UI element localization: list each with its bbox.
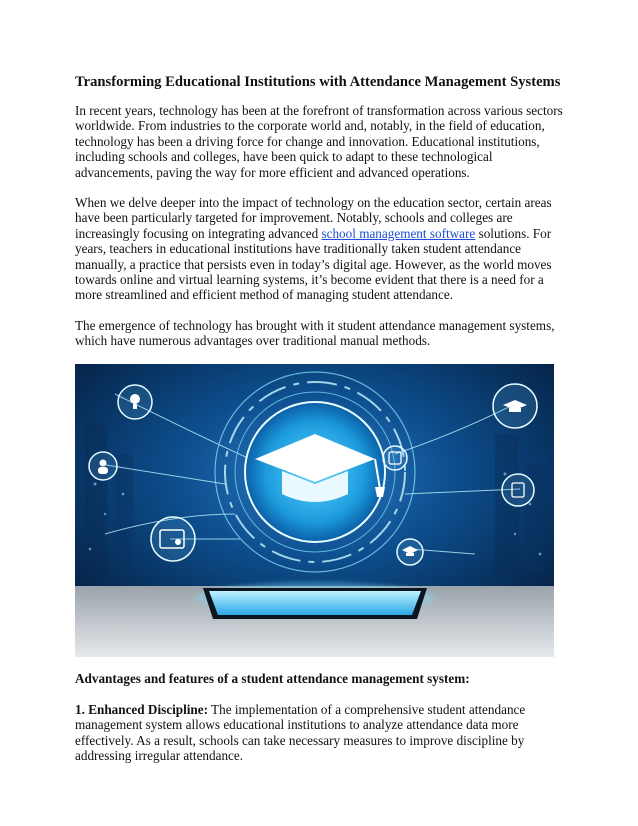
document-page [75, 73, 563, 778]
point-1-label: 1. Enhanced Discipline: [75, 701, 208, 717]
paragraph-impact-text-2: solutions. For years, teachers in educational institutions have traditionally taken student attendance manually, a practice that persists even in today’s digital age. However, as the world moves towards online and virtual learning systems, it’s become evident that there is a need for a more streamlined and efficient method of managing student attendance. [75, 225, 552, 303]
paragraph-impact [75, 195, 563, 303]
point-enhanced-discipline [75, 702, 563, 764]
paragraph-emergence: The emergence of technology has brought with it student attendance management systems, which have numerous advantages over traditional manual methods. [75, 317, 555, 349]
advantages-heading: Advantages and features of a student attendance management system: [75, 670, 470, 686]
point-1-text: The implementation of a comprehensive student attendance management system allows educational institutions to analyze attendance data more effectively. As a result, schools can take necessary measures to improve discipline by addressing irregular attendance. [75, 701, 526, 763]
paragraph-intro: In recent years, technology has been at the forefront of transformation across various sectors worldwide. From industries to the corporate world and, notably, in the field of education, technology has been a driving force for change and innovation. Educational institutions, including schools and colleges, have been quick to adapt to these technological advancements, paving the way for more efficient and advanced operations. [75, 103, 563, 180]
paragraph-impact-text-1: When we delve deeper into the impact of technology on the education sector, certain areas have been particularly targeted for improvement. Notably, schools and colleges are increasingly focusing on integrating advanced [75, 195, 552, 241]
document-title: Transforming Educational Institutions with Attendance Management Systems [75, 74, 561, 90]
school-management-software-link[interactable]: school management software [321, 225, 476, 241]
hero-image [75, 364, 554, 657]
